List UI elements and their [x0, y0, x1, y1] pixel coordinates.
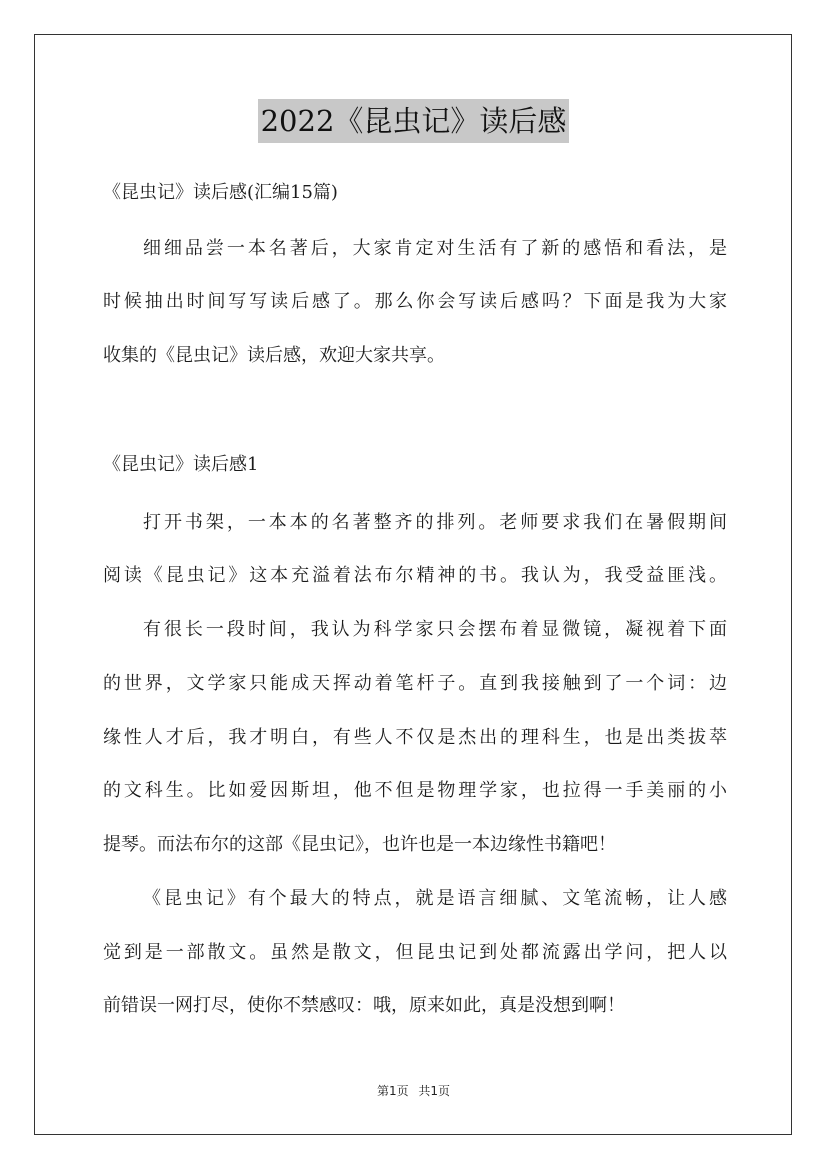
- para2-line-3: 缘性人才后，我才明白，有些人不仅是杰出的理科生，也是出类拔萃: [103, 727, 727, 748]
- intro-line-3: 收集的《昆虫记》读后感，欢迎大家共享。: [103, 345, 445, 366]
- para2-line-1: 有很长一段时间，我认为科学家只会摆布着显微镜，凝视着下面: [143, 619, 727, 640]
- intro-line-2: 时候抽出时间写写读后感了。那么你会写读后感吗？下面是我为大家: [103, 291, 727, 312]
- title-block: [0, 99, 827, 143]
- document-title: 2022《昆虫记》读后感: [258, 99, 570, 143]
- para3-line-2: 觉到是一部散文。虽然是散文，但昆虫记到处都流露出学问，把人以: [103, 942, 727, 963]
- page-footer: [0, 1082, 827, 1100]
- section-heading: 《昆虫记》读后感1: [103, 454, 259, 475]
- para3-line-3: 前错误一网打尽，使你不禁感叹：哦，原来如此，真是没想到啊！: [103, 995, 625, 1016]
- para2-line-5: 提琴。而法布尔的这部《昆虫记》，也许也是一本边缘性书籍吧！: [103, 834, 616, 855]
- document-subtitle: 《昆虫记》读后感(汇编15篇): [103, 182, 338, 203]
- para1-line-2: 阅读《昆虫记》这本充溢着法布尔精神的书。我认为，我受益匪浅。: [103, 565, 727, 586]
- page-number: 第1页: [376, 1084, 409, 1098]
- page-total: 共1页: [418, 1084, 451, 1098]
- para3-line-1: 《昆虫记》有个最大的特点，就是语言细腻、文笔流畅，让人感: [143, 888, 727, 909]
- intro-line-1: 细细品尝一本名著后，大家肯定对生活有了新的感悟和看法，是: [143, 238, 727, 259]
- para2-line-2: 的世界，文学家只能成天挥动着笔杆子。直到我接触到了一个词：边: [103, 673, 727, 694]
- para1-line-1: 打开书架，一本本的名著整齐的排列。老师要求我们在暑假期间: [143, 512, 727, 533]
- para2-line-4: 的文科生。比如爱因斯坦，他不但是物理学家，也拉得一手美丽的小: [103, 780, 727, 801]
